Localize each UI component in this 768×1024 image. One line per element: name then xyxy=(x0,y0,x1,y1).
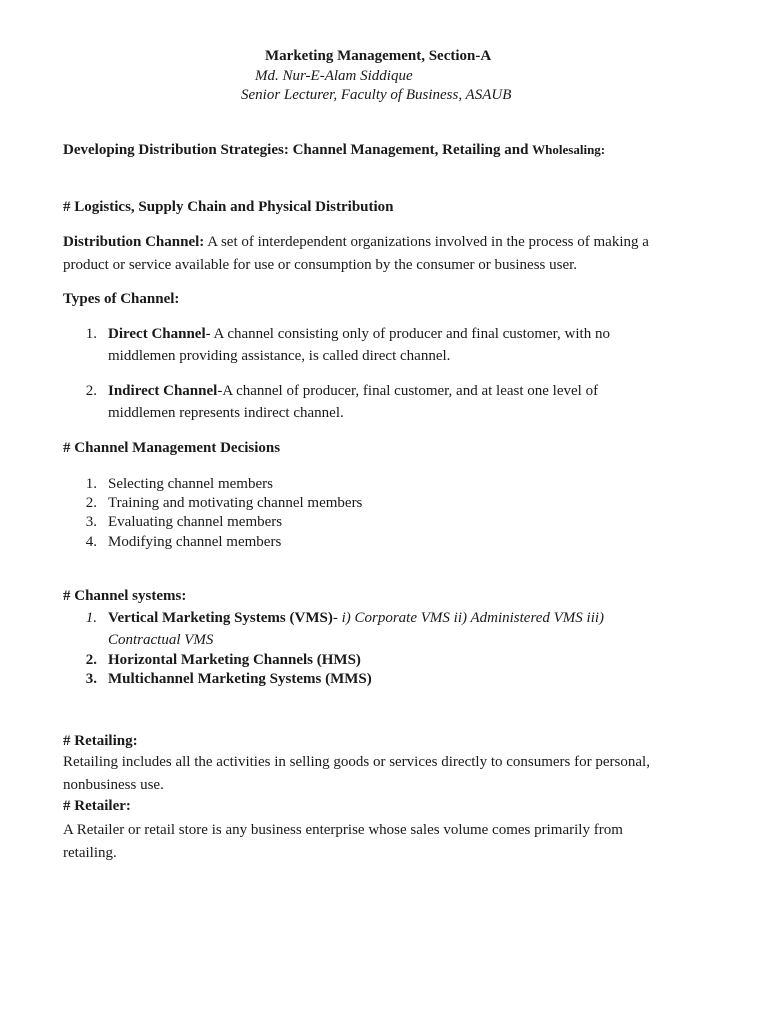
channel-systems-heading: # Channel systems: xyxy=(63,588,187,604)
retailing-definition-line-2: nonbusiness use. xyxy=(63,777,164,793)
direct-channel-term: Direct Channel xyxy=(108,326,206,342)
author-position: Senior Lecturer, Faculty of Business, ASAUB xyxy=(241,87,512,103)
types-of-channel-heading: Types of Channel: xyxy=(63,291,180,307)
list-number: 4. xyxy=(85,534,97,550)
author-name: Md. Nur-E-Alam Siddique xyxy=(255,68,413,84)
distribution-channel-line-1 xyxy=(63,234,649,251)
retailing-heading: # Retailing: xyxy=(63,733,138,749)
indirect-channel-definition: -A channel of producer, final customer, and at least one level of xyxy=(217,383,599,399)
topic-title xyxy=(63,142,605,159)
list-number: 1. xyxy=(85,326,97,342)
topic-title-main: Developing Distribution Strategies: Channel Management, Retailing and xyxy=(63,142,529,158)
retailing-definition-line-1: Retailing includes all the activities in selling goods or services directly to consumers for personal, xyxy=(63,754,650,770)
indirect-channel-term: Indirect Channel xyxy=(108,383,218,399)
retailer-heading: # Retailer: xyxy=(63,798,131,814)
distribution-channel-definition: A set of interdependent organizations involved in the process of making a xyxy=(207,234,649,250)
list-item-text: Selecting channel members xyxy=(108,476,273,492)
vms-detail: i) Corporate VMS ii) Administered VMS iii) xyxy=(341,610,605,626)
list-item-text: Multichannel Marketing Systems (MMS) xyxy=(108,671,372,687)
list-item-line-2: middlemen providing assistance, is called direct channel. xyxy=(108,348,451,364)
logistics-heading: # Logistics, Supply Chain and Physical Distribution xyxy=(63,199,394,215)
list-item-line-2: Contractual VMS xyxy=(108,632,214,648)
course-title: Marketing Management, Section-A xyxy=(265,48,492,64)
list-item-text: Training and motivating channel members xyxy=(108,495,363,511)
distribution-channel-line-2: product or service available for use or consumption by the consumer or business user. xyxy=(63,257,578,273)
list-number: 2. xyxy=(85,495,97,511)
list-item-text: Evaluating channel members xyxy=(108,514,283,530)
vms-dash: - xyxy=(332,610,338,626)
list-number: 1. xyxy=(85,476,97,492)
list-number: 2. xyxy=(85,652,97,668)
direct-channel-definition: - A channel consisting only of producer and final customer, with no xyxy=(205,326,610,342)
list-item-text: Modifying channel members xyxy=(108,534,282,550)
vms-term: Vertical Marketing Systems (VMS) xyxy=(108,610,333,626)
list-number: 3. xyxy=(85,514,97,530)
list-number: 2. xyxy=(85,383,97,399)
list-item-line-1 xyxy=(108,326,610,343)
channel-management-heading: # Channel Management Decisions xyxy=(63,440,281,456)
list-item-line-1 xyxy=(108,383,598,400)
retailer-definition-line-2: retailing. xyxy=(63,845,117,861)
list-item-line-2: middlemen represents indirect channel. xyxy=(108,405,344,421)
retailer-definition-line-1: A Retailer or retail store is any business enterprise whose sales volume comes primarily from xyxy=(63,822,623,838)
list-item-text: Horizontal Marketing Channels (HMS) xyxy=(108,652,361,668)
list-item-line-1 xyxy=(108,610,604,627)
list-number: 1. xyxy=(85,610,97,626)
topic-title-tail: Wholesaling: xyxy=(532,142,606,157)
list-number: 3. xyxy=(85,671,97,687)
distribution-channel-term: Distribution Channel: xyxy=(63,234,205,250)
